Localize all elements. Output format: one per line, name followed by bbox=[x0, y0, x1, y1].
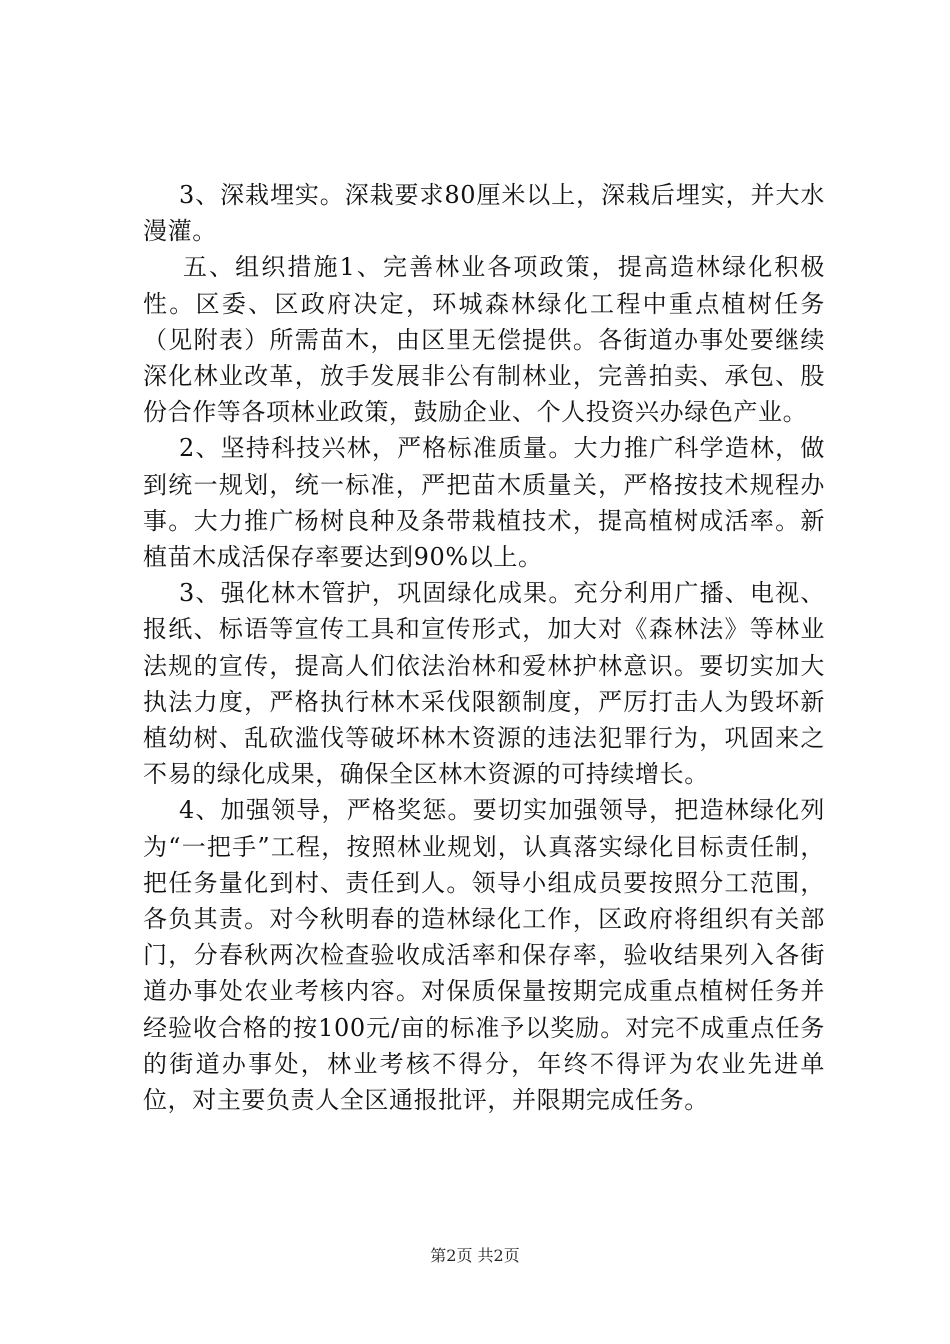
paragraph: 五、组织措施1、完善林业各项政策，提高造林绿化积极性。区委、区政府决定，环城森林绿化工程中重点植树任务（见附表）所需苗木，由区里无偿提供。各街道办事处要继续深化林业改革，放手发展非公有制林业，完善拍卖、承包、股份合作等各项林业政策，鼓励企业、个人投资兴办绿色产业。 bbox=[143, 253, 825, 427]
document-body bbox=[143, 177, 825, 1118]
paragraph: 2、坚持科技兴林，严格标准质量。大力推广科学造林，做到统一规划，统一标准，严把苗木质量关，严格按技术规程办事。大力推广杨树良种及条带栽植技术，提高植树成活率。新植苗木成活保存率要达到90%以上。 bbox=[143, 434, 825, 572]
paragraph: 4、加强领导，严格奖惩。要切实加强领导，把造林绿化列为“一把手”工程，按照林业规划，认真落实绿化目标责任制，把任务量化到村、责任到人。领导小组成员要按照分工范围，各负其责。对今秋明春的造林绿化工作，区政府将组织有关部门，分春秋两次检查验收成活率和保存率，验收结果列入各街道办事处农业考核内容。对保质保量按期完成重点植树任务并经验收合格的按100元/亩的标准予以奖励。对完不成重点任务的街道办事处，林业考核不得分，年终不得评为农业先进单位，对主要负责人全区通报批评，并限期完成任务。 bbox=[143, 796, 825, 1115]
page-footer: 第2页 共2页 bbox=[430, 1246, 520, 1265]
paragraph: 3、强化林木管护，巩固绿化成果。充分利用广播、电视、报纸、标语等宣传工具和宣传形式，加大对《森林法》等林业法规的宣传，提高人们依法治林和爱林护林意识。要切实加大执法力度，严格执行林木采伐限额制度，严厉打击人为毁坏新植幼树、乱砍滥伐等破坏林木资源的违法犯罪行为，巩固来之不易的绿化成果，确保全区林木资源的可持续增长。 bbox=[143, 579, 825, 789]
paragraph: 3、深栽埋实。深栽要求80厘米以上，深栽后埋实，并大水漫灌。 bbox=[143, 181, 825, 246]
